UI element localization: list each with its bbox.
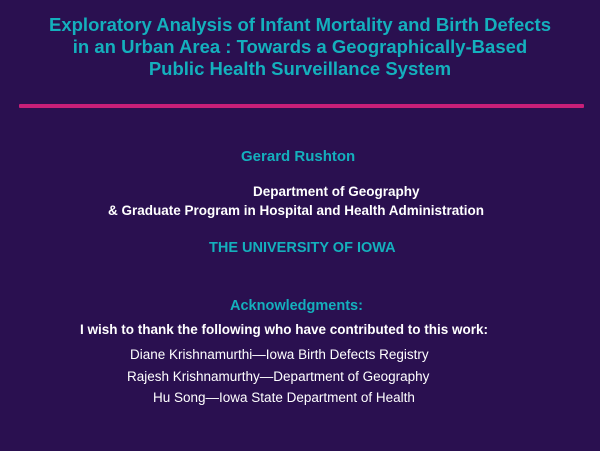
acknowledgment-person-2: Rajesh Krishnamurthy—Department of Geography xyxy=(127,369,430,384)
title-line-1: Exploratory Analysis of Infant Mortality and Birth Defects xyxy=(49,14,551,35)
university-name: THE UNIVERSITY OF IOWA xyxy=(209,240,396,256)
title-line-2: in an Urban Area : Towards a Geographically-Based xyxy=(72,36,528,57)
acknowledgment-person-3: Hu Song—Iowa State Department of Health xyxy=(153,390,415,405)
title-divider xyxy=(19,104,584,108)
department-line-2: & Graduate Program in Hospital and Health Administration xyxy=(108,203,485,218)
title-line-3: Public Health Surveillance System xyxy=(148,58,452,79)
department-line-1: Department of Geography xyxy=(253,184,420,199)
author-name: Gerard Rushton xyxy=(241,148,356,165)
acknowledgments-heading: Acknowledgments: xyxy=(230,298,363,314)
acknowledgment-person-1: Diane Krishnamurthi—Iowa Birth Defects Registry xyxy=(130,347,429,362)
acknowledgments-intro: I wish to thank the following who have contributed to this work: xyxy=(80,322,488,337)
slide-title xyxy=(10,14,590,80)
